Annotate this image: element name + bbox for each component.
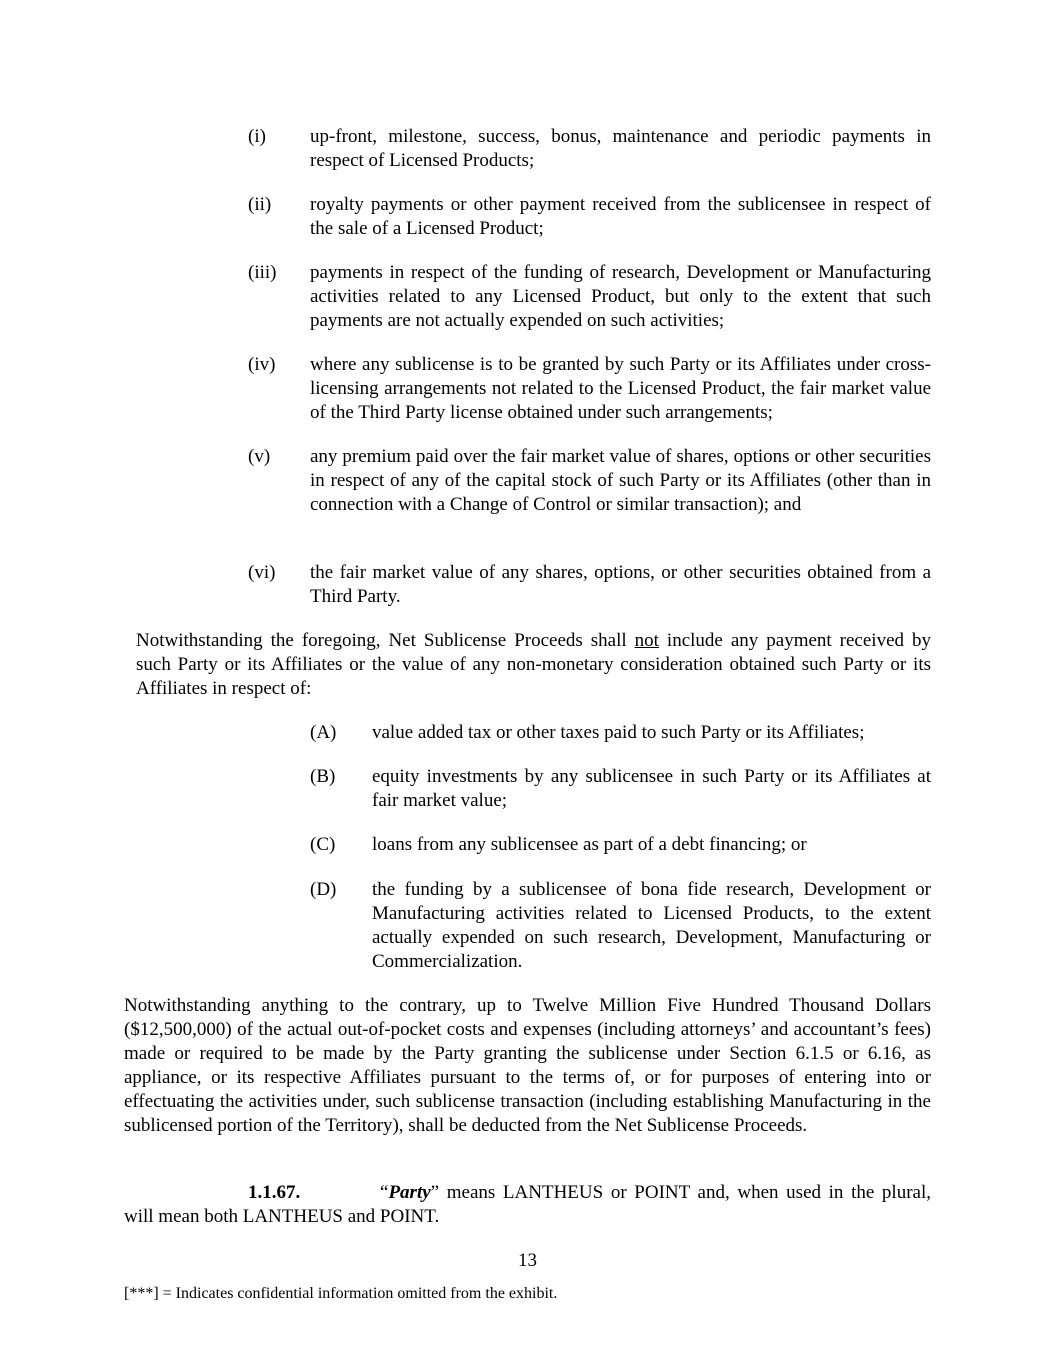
exclusion-intro-paragraph (136, 629, 931, 701)
list-item-text: any premium paid over the fair market value of shares, options or other securities in respect of any of the capital stock of such Party or its Affiliates (other than in connection with a Change of Control or similar transaction); and (310, 446, 931, 515)
list-item-text: value added tax or other taxes paid to such Party or its Affiliates; (372, 722, 865, 743)
list-item-text: equity investments by any sublicensee in such Party or its Affiliates at fair market value; (372, 766, 931, 811)
definition-number: 1.1.67. (248, 1182, 301, 1203)
list-item-text: where any sublicense is to be granted by such Party or its Affiliates under cross-licensing arrangements not related to the Licensed Product, the fair market value of the Third Party license obtained under such arrangements; (310, 354, 931, 423)
exclusion-intro-underlined: not (634, 630, 659, 651)
list-item-text: up-front, milestone, success, bonus, maintenance and periodic payments in respect of Licensed Products; (310, 126, 931, 171)
list-item (310, 765, 931, 813)
deduction-paragraph: Notwithstanding anything to the contrary, up to Twelve Million Five Hundred Thousand Dollars ($12,500,000) of the actual out-of-pocket costs and expenses (including attorneys’ and accountant’s fees) made or required to be made by the Party granting the sublicense under Section 6.1.5 or 6.16, as appliance, or its respective Affiliates pursuant to the terms of, or for purposes of entering into or effectuating the activities under, such sublicense transaction (including establishing Manufacturing in the sublicensed portion of the Territory), shall be deducted from the Net Sublicense Proceeds. (124, 995, 931, 1136)
exclusion-intro-before: Notwithstanding the foregoing, Net Sublicense Proceeds shall (136, 630, 635, 651)
list-item (310, 721, 931, 745)
list-item-label: (vi) (248, 562, 276, 583)
list-item (248, 125, 931, 173)
definition-term: Party (388, 1182, 431, 1203)
exclusion-intro-after: include any payment received by such Party or its Affiliates or the value of any non-monetary consideration obtained such Party or its Affiliates in respect of: (136, 630, 932, 699)
list-item-text: the funding by a sublicensee of bona fide research, Development or Manufacturing activities related to Licensed Products, to the extent actually expended on such research, Development, Manufacturing or Commercialization. (372, 879, 931, 972)
list-item (310, 878, 931, 974)
list-item-text: payments in respect of the funding of research, Development or Manufacturing activities related to any Licensed Product, but only to the extent that such payments are not actually expended on such activities; (310, 262, 931, 331)
list-item-text: royalty payments or other payment received from the sublicensee in respect of the sale of a Licensed Product; (310, 194, 931, 239)
list-item (248, 561, 931, 609)
list-item-text: the fair market value of any shares, options, or other securities obtained from a Third Party. (310, 562, 931, 607)
list-item-label: (v) (248, 446, 271, 467)
list-item-label: (ii) (248, 194, 272, 215)
definition-close-quote: ” (430, 1182, 440, 1203)
definition-text: means LANTHEUS or POINT and, when used in the plural, will mean both LANTHEUS and POINT. (124, 1182, 931, 1227)
definition-open-quote: “ (380, 1182, 389, 1203)
list-item-label: (D) (310, 879, 337, 900)
list-item-label: (B) (310, 766, 336, 787)
list-item (248, 261, 931, 333)
list-item (248, 193, 931, 241)
list-item-text: loans from any sublicensee as part of a debt financing; or (372, 834, 807, 855)
footnote: [***] = Indicates confidential information omitted from the exhibit. (124, 1285, 558, 1302)
definition-paragraph (124, 1181, 931, 1229)
list-item (310, 833, 931, 857)
list-item-label: (C) (310, 834, 336, 855)
list-item (248, 445, 931, 517)
page-number: 13 (518, 1250, 537, 1271)
list-item-label: (A) (310, 722, 337, 743)
list-item-label: (iii) (248, 262, 277, 283)
list-item (248, 353, 931, 425)
list-item-label: (i) (248, 126, 266, 147)
list-item-label: (iv) (248, 354, 276, 375)
